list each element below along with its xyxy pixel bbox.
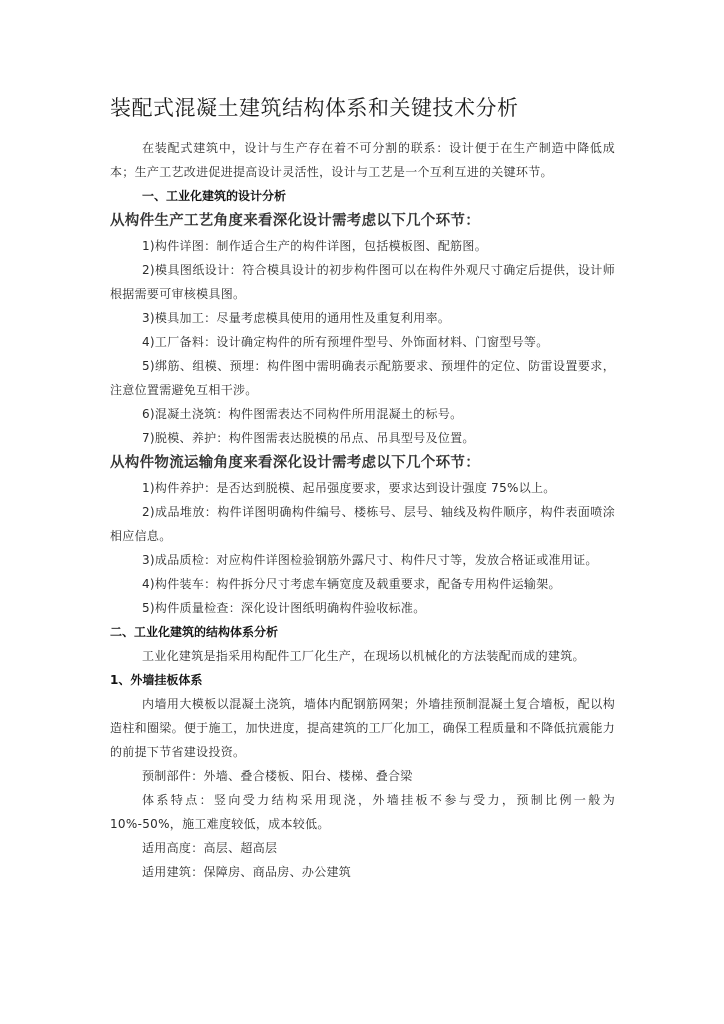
paragraph: 内墙用大模板以混凝土浇筑，墙体内配钢筋网架；外墙挂预制混凝土复合墙板，配以构造柱和圈梁。便于施工，加快进度，提高建筑的工厂化加工，确保工程质量和不降低抗震能力的前提下节省建设投资。	[110, 697, 615, 759]
section2-heading: 二、工业化建筑的结构体系分析	[110, 625, 279, 639]
list-item: 5)构件质量检查：深化设计图纸明确构件验收标准。	[142, 601, 426, 615]
list-item: 1)构件养护：是否达到脱模、起吊强度要求，要求达到设计强度 75%以上。	[142, 481, 556, 495]
list-item: 3)模具加工：尽量考虑模具使用的通用性及重复利用率。	[142, 311, 451, 325]
list-item: 5)绑筋、组模、预埋：构件图中需明确表示配筋要求、预埋件的定位、防雷设置要求，注意位置需避免互相干涉。	[110, 359, 615, 397]
list-item: 1)构件详图：制作适合生产的构件详图，包括模板图、配筋图。	[142, 239, 488, 253]
section1-sub1-heading: 从构件生产工艺角度来看深化设计需考虑以下几个环节：	[110, 213, 480, 229]
section2-sub1-heading: 1、外墙挂板体系	[110, 673, 203, 687]
paragraph: 体系特点：竖向受力结构采用现浇，外墙挂板不参与受力，预制比例一般为 10%-50%，施工难度较低，成本较低。	[110, 793, 615, 831]
list-item: 2)成品堆放：构件详图明确构件编号、楼栋号、层号、轴线及构件顺序，构件表面喷涂相应信息。	[110, 505, 615, 543]
document-title: 装配式混凝土建筑结构体系和关键技术分析	[110, 96, 519, 120]
document-body	[110, 136, 615, 884]
list-item: 3)成品质检：对应构件详图检验钢筋外露尺寸、构件尺寸等，发放合格证或准用证。	[142, 553, 598, 567]
list-item: 4)构件装车：构件拆分尺寸考虑车辆宽度及载重要求，配备专用构件运输架。	[142, 577, 561, 591]
section1-sub2-heading: 从构件物流运输角度来看深化设计需考虑以下几个环节：	[110, 455, 480, 471]
list-item: 2)模具图纸设计：符合模具设计的初步构件图可以在构件外观尺寸确定后提供，设计师根据需要可审核模具图。	[110, 263, 615, 301]
list-item: 4)工厂备料：设计确定构件的所有预埋件型号、外饰面材料、门窗型号等。	[142, 335, 549, 349]
intro-paragraph: 在装配式建筑中，设计与生产存在着不可分割的联系：设计便于在生产制造中降低成本；生产工艺改进促进提高设计灵活性，设计与工艺是一个互利互进的关键环节。	[110, 141, 615, 179]
section1-heading: 一、工业化建筑的设计分析	[142, 189, 287, 203]
section2-intro: 工业化建筑是指采用构配件工厂化生产，在现场以机械化的方法装配而成的建筑。	[142, 649, 585, 663]
list-item: 7)脱模、养护：构件图需表达脱模的吊点、吊具型号及位置。	[142, 431, 475, 445]
paragraph: 预制部件：外墙、叠合楼板、阳台、楼梯、叠合梁	[142, 769, 413, 783]
paragraph: 适用高度：高层、超高层	[142, 841, 278, 855]
paragraph: 适用建筑：保障房、商品房、办公建筑	[142, 865, 352, 879]
list-item: 6)混凝土浇筑：构件图需表达不同构件所用混凝土的标号。	[142, 407, 463, 421]
